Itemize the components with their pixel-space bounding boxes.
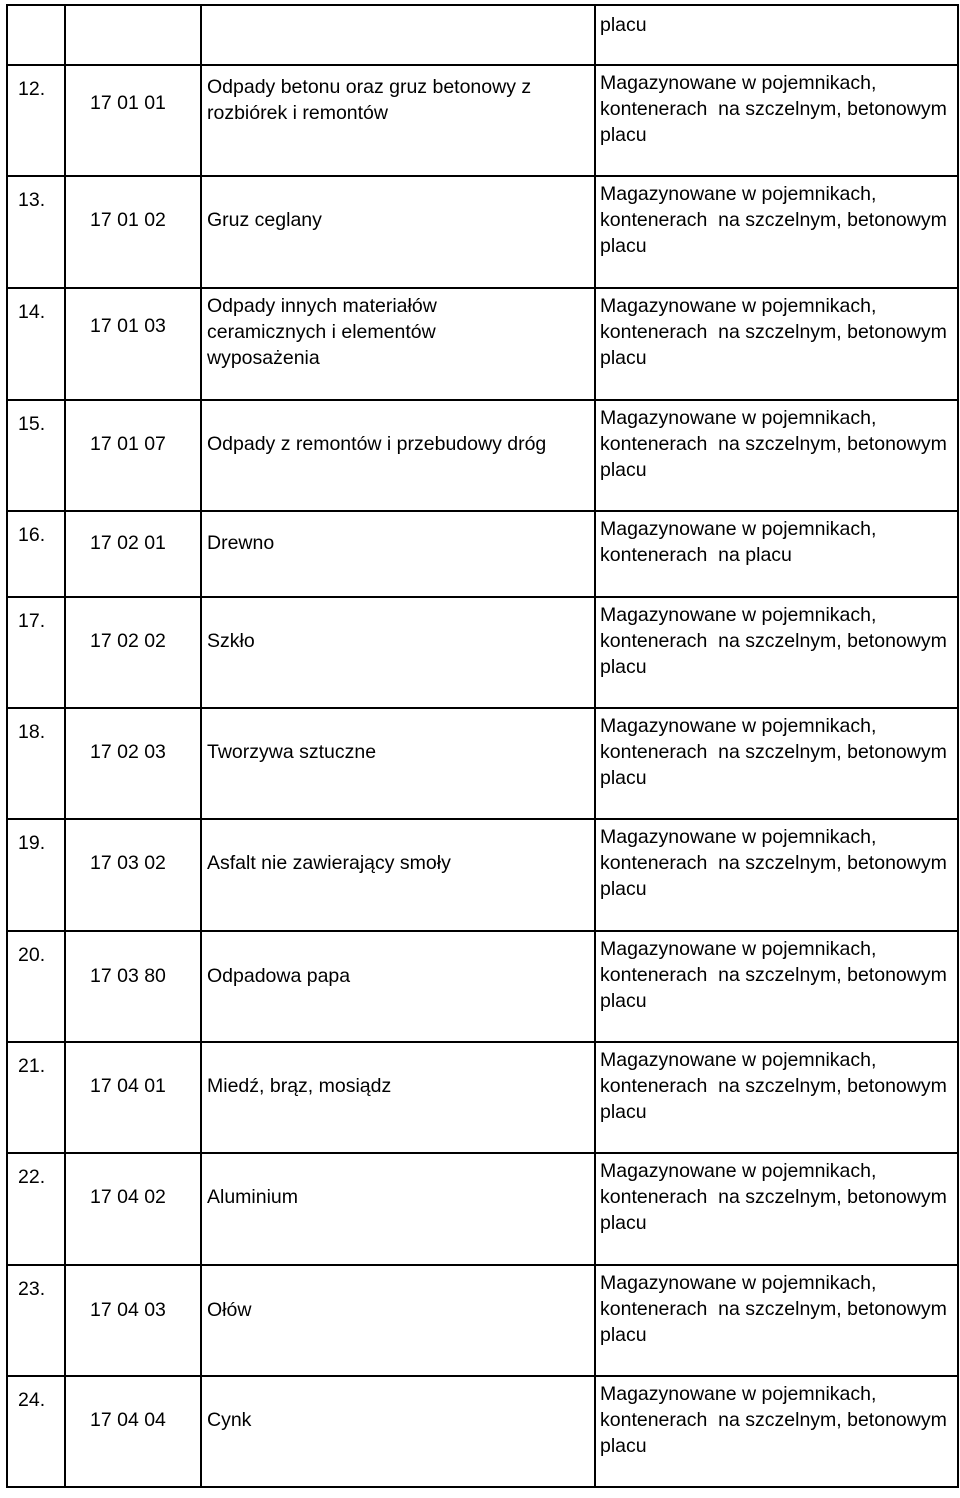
waste-name <box>207 74 590 126</box>
waste-code: 17 04 04 <box>90 1409 166 1431</box>
storage-line: placu <box>600 1435 647 1457</box>
storage-method <box>600 293 955 371</box>
storage-method <box>600 1158 955 1236</box>
storage-line: placu <box>600 1324 647 1346</box>
storage-cell <box>595 1265 958 1376</box>
code-cell <box>65 5 201 65</box>
storage-line: kontenerach na szczelnym, betonowym <box>600 852 947 874</box>
storage-cell <box>595 288 958 400</box>
storage-line: kontenerach na szczelnym, betonowym <box>600 1075 947 1097</box>
row-number: 18. <box>18 721 46 743</box>
storage-line: kontenerach na placu <box>600 544 792 566</box>
storage-cell <box>595 931 958 1042</box>
storage-method <box>600 405 955 483</box>
table-row <box>7 1265 958 1376</box>
waste-table <box>6 4 959 1488</box>
row-number: 20. <box>18 944 46 966</box>
table-row <box>7 819 958 931</box>
waste-name-line: Drewno <box>207 532 275 554</box>
name-cell <box>201 65 595 176</box>
storage-line: placu <box>600 767 647 789</box>
storage-line: kontenerach na szczelnym, betonowym <box>600 321 947 343</box>
name-cell <box>201 288 595 400</box>
storage-cell <box>595 1376 958 1487</box>
code-cell <box>65 708 201 819</box>
no-cell <box>7 1042 65 1153</box>
waste-name-line: ceramicznych i elementów <box>207 321 436 343</box>
storage-method <box>600 1047 955 1125</box>
storage-cell <box>595 176 958 288</box>
storage-cell <box>595 1042 958 1153</box>
storage-line: placu <box>600 14 647 36</box>
row-number: 14. <box>18 301 46 323</box>
storage-line: placu <box>600 235 647 257</box>
table-row <box>7 597 958 708</box>
table-row <box>7 1153 958 1265</box>
code-cell <box>65 931 201 1042</box>
name-cell <box>201 400 595 511</box>
storage-line: kontenerach na szczelnym, betonowym <box>600 1298 947 1320</box>
name-cell <box>201 1153 595 1265</box>
waste-name-line: wyposażenia <box>207 347 320 369</box>
storage-method <box>600 1381 955 1459</box>
waste-code: 17 01 02 <box>90 209 166 231</box>
table-row <box>7 176 958 288</box>
waste-code: 17 04 01 <box>90 1075 166 1097</box>
storage-line: Magazynowane w pojemnikach, <box>600 938 877 960</box>
waste-name <box>207 530 590 556</box>
storage-line: placu <box>600 1101 647 1123</box>
waste-code: 17 01 07 <box>90 433 166 455</box>
name-cell <box>201 819 595 931</box>
storage-line: placu <box>600 1212 647 1234</box>
waste-code: 17 04 02 <box>90 1186 166 1208</box>
waste-name <box>207 1184 590 1210</box>
waste-name <box>207 431 590 457</box>
storage-line: kontenerach na szczelnym, betonowym <box>600 1409 947 1431</box>
code-cell <box>65 176 201 288</box>
table-row <box>7 931 958 1042</box>
waste-name-line: Miedź, brąz, mosiądz <box>207 1075 392 1097</box>
row-number: 22. <box>18 1166 46 1188</box>
code-cell <box>65 1153 201 1265</box>
storage-line: Magazynowane w pojemnikach, <box>600 295 877 317</box>
row-number: 15. <box>18 413 46 435</box>
code-cell <box>65 511 201 597</box>
waste-name <box>207 739 590 765</box>
storage-method <box>600 824 955 902</box>
waste-code: 17 01 03 <box>90 315 166 337</box>
no-cell <box>7 597 65 708</box>
waste-code: 17 02 01 <box>90 532 166 554</box>
code-cell <box>65 400 201 511</box>
waste-table-body <box>7 5 958 1487</box>
code-cell <box>65 597 201 708</box>
storage-line: kontenerach na szczelnym, betonowym <box>600 964 947 986</box>
storage-line: kontenerach na szczelnym, betonowym <box>600 209 947 231</box>
storage-line: kontenerach na szczelnym, betonowym <box>600 630 947 652</box>
waste-name-line: Szkło <box>207 630 255 652</box>
storage-cell <box>595 5 958 65</box>
storage-line: kontenerach na szczelnym, betonowym <box>600 741 947 763</box>
waste-code: 17 03 02 <box>90 852 166 874</box>
storage-line: placu <box>600 878 647 900</box>
waste-code: 17 02 03 <box>90 741 166 763</box>
storage-line: Magazynowane w pojemnikach, <box>600 518 877 540</box>
storage-method <box>600 516 955 568</box>
storage-method <box>600 181 955 259</box>
storage-line: Magazynowane w pojemnikach, <box>600 1272 877 1294</box>
waste-name-line: rozbiórek i remontów <box>207 102 388 124</box>
storage-line: placu <box>600 459 647 481</box>
storage-line: Magazynowane w pojemnikach, <box>600 604 877 626</box>
no-cell <box>7 1265 65 1376</box>
row-number: 21. <box>18 1055 46 1077</box>
no-cell <box>7 400 65 511</box>
storage-line: Magazynowane w pojemnikach, <box>600 1160 877 1182</box>
waste-code: 17 04 03 <box>90 1299 166 1321</box>
storage-line: placu <box>600 347 647 369</box>
storage-line: Magazynowane w pojemnikach, <box>600 715 877 737</box>
no-cell <box>7 176 65 288</box>
storage-cell <box>595 511 958 597</box>
name-cell <box>201 1376 595 1487</box>
name-cell <box>201 5 595 65</box>
name-cell <box>201 511 595 597</box>
waste-name <box>207 1297 590 1323</box>
name-cell <box>201 1265 595 1376</box>
waste-name-line: Odpady betonu oraz gruz betonowy z <box>207 76 532 98</box>
waste-name-line: Asfalt nie zawierający smoły <box>207 852 451 874</box>
storage-method <box>600 713 955 791</box>
waste-name <box>207 1407 590 1433</box>
waste-name-line: Aluminium <box>207 1186 299 1208</box>
waste-name-line: Gruz ceglany <box>207 209 322 231</box>
storage-cell <box>595 819 958 931</box>
table-row <box>7 288 958 400</box>
name-cell <box>201 176 595 288</box>
storage-method <box>600 602 955 680</box>
no-cell <box>7 65 65 176</box>
waste-name <box>207 1073 590 1099</box>
storage-line: Magazynowane w pojemnikach, <box>600 407 877 429</box>
waste-name-line: Odpady innych materiałów <box>207 295 437 317</box>
table-row <box>7 400 958 511</box>
storage-line: kontenerach na szczelnym, betonowym <box>600 433 947 455</box>
waste-name <box>207 207 590 233</box>
waste-name <box>207 850 590 876</box>
no-cell <box>7 931 65 1042</box>
row-number: 19. <box>18 832 46 854</box>
waste-code: 17 01 01 <box>90 92 166 114</box>
code-cell <box>65 1265 201 1376</box>
storage-method <box>600 70 955 148</box>
waste-name <box>207 963 590 989</box>
row-number: 13. <box>18 189 46 211</box>
storage-line: Magazynowane w pojemnikach, <box>600 72 877 94</box>
storage-text <box>600 12 955 38</box>
waste-name-line: Tworzywa sztuczne <box>207 741 377 763</box>
no-cell <box>7 5 65 65</box>
row-number: 23. <box>18 1278 46 1300</box>
no-cell <box>7 708 65 819</box>
table-row <box>7 65 958 176</box>
name-cell <box>201 1042 595 1153</box>
row-number: 17. <box>18 610 46 632</box>
waste-name-line: Odpadowa papa <box>207 965 351 987</box>
table-row <box>7 511 958 597</box>
name-cell <box>201 708 595 819</box>
storage-line: placu <box>600 656 647 678</box>
waste-name-line: Odpady z remontów i przebudowy dróg <box>207 433 547 455</box>
row-number: 12. <box>18 78 46 100</box>
table-row <box>7 708 958 819</box>
storage-cell <box>595 400 958 511</box>
storage-method <box>600 1270 955 1348</box>
waste-name-line: Ołów <box>207 1299 252 1321</box>
storage-line: Magazynowane w pojemnikach, <box>600 1049 877 1071</box>
storage-cell <box>595 708 958 819</box>
storage-line: Magazynowane w pojemnikach, <box>600 826 877 848</box>
no-cell <box>7 1153 65 1265</box>
no-cell <box>7 819 65 931</box>
code-cell <box>65 819 201 931</box>
name-cell <box>201 597 595 708</box>
waste-name-line: Cynk <box>207 1409 252 1431</box>
storage-line: kontenerach na szczelnym, betonowym <box>600 1186 947 1208</box>
storage-cell <box>595 65 958 176</box>
storage-method <box>600 936 955 1014</box>
waste-name <box>207 293 590 371</box>
code-cell <box>65 1376 201 1487</box>
storage-cell <box>595 1153 958 1265</box>
waste-code: 17 03 80 <box>90 965 166 987</box>
code-cell <box>65 65 201 176</box>
row-number: 16. <box>18 524 46 546</box>
waste-name <box>207 628 590 654</box>
no-cell <box>7 288 65 400</box>
storage-line: Magazynowane w pojemnikach, <box>600 183 877 205</box>
table-row <box>7 1042 958 1153</box>
name-cell <box>201 931 595 1042</box>
no-cell <box>7 1376 65 1487</box>
waste-code: 17 02 02 <box>90 630 166 652</box>
table-row-continuation <box>7 5 958 65</box>
storage-line: placu <box>600 990 647 1012</box>
code-cell <box>65 1042 201 1153</box>
code-cell <box>65 288 201 400</box>
storage-line: kontenerach na szczelnym, betonowym <box>600 98 947 120</box>
no-cell <box>7 511 65 597</box>
storage-cell <box>595 597 958 708</box>
row-number: 24. <box>18 1389 46 1411</box>
storage-line: Magazynowane w pojemnikach, <box>600 1383 877 1405</box>
table-row <box>7 1376 958 1487</box>
storage-line: placu <box>600 124 647 146</box>
